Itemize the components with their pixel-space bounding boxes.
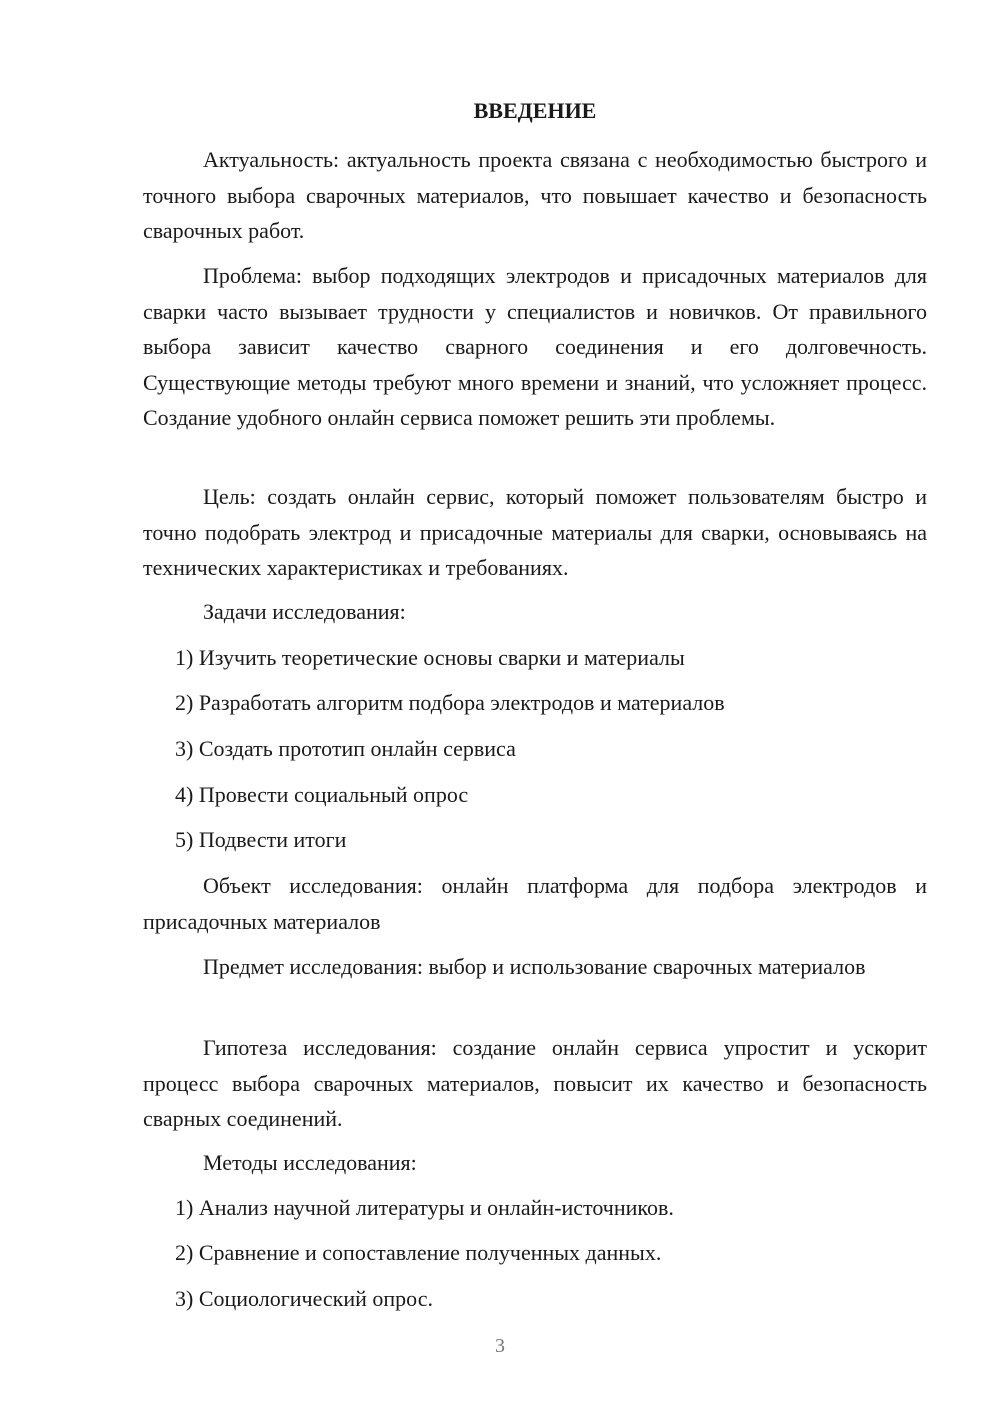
task-item: 1) Изучить теоретические основы сварки и материалы — [175, 645, 685, 670]
problem-paragraph: Проблема: выбор подходящих электродов и присадочных материалов для сварки часто вызывает трудности у специалистов и новичков. От правильного выбора зависит качество сварного соединения и его долговечность. Существующие методы требуют много времени и знаний, что усложняет процесс. Создание удобного онлайн сервиса поможет решить эти проблемы. — [143, 263, 927, 430]
task-item: 2) Разработать алгоритм подбора электродов и материалов — [175, 690, 725, 715]
subject-paragraph: Предмет исследования: выбор и использование сварочных материалов — [203, 954, 866, 979]
page-number: 3 — [495, 1335, 505, 1357]
task-item: 4) Провести социальный опрос — [175, 782, 469, 807]
goal-paragraph: Цель: создать онлайн сервис, который поможет пользователям быстро и точно подобрать электрод и присадочные материалы для сварки, основываясь на технических характеристиках и требованиях. — [143, 484, 927, 580]
task-item: 3) Создать прототип онлайн сервиса — [175, 736, 516, 761]
relevance-paragraph: Актуальность: актуальность проекта связана с необходимостью быстрого и точного выбора сварочных материалов, что повышает качество и безопасность сварочных работ. — [143, 147, 927, 243]
methods-heading: Методы исследования: — [203, 1150, 417, 1175]
tasks-heading: Задачи исследования: — [203, 599, 406, 624]
page-title: ВВЕДЕНИЕ — [473, 98, 597, 123]
task-item: 5) Подвести итоги — [175, 827, 347, 852]
method-item: 3) Социологический опрос. — [175, 1286, 433, 1311]
method-item: 2) Сравнение и сопоставление полученных данных. — [175, 1240, 662, 1265]
hypothesis-paragraph: Гипотеза исследования: создание онлайн сервиса упростит и ускорит процесс выбора сварочных материалов, повысит их качество и безопасность сварных соединений. — [143, 1035, 927, 1131]
object-paragraph: Объект исследования: онлайн платформа для подбора электродов и присадочных материалов — [143, 873, 927, 934]
method-item: 1) Анализ научной литературы и онлайн-источников. — [175, 1195, 674, 1220]
